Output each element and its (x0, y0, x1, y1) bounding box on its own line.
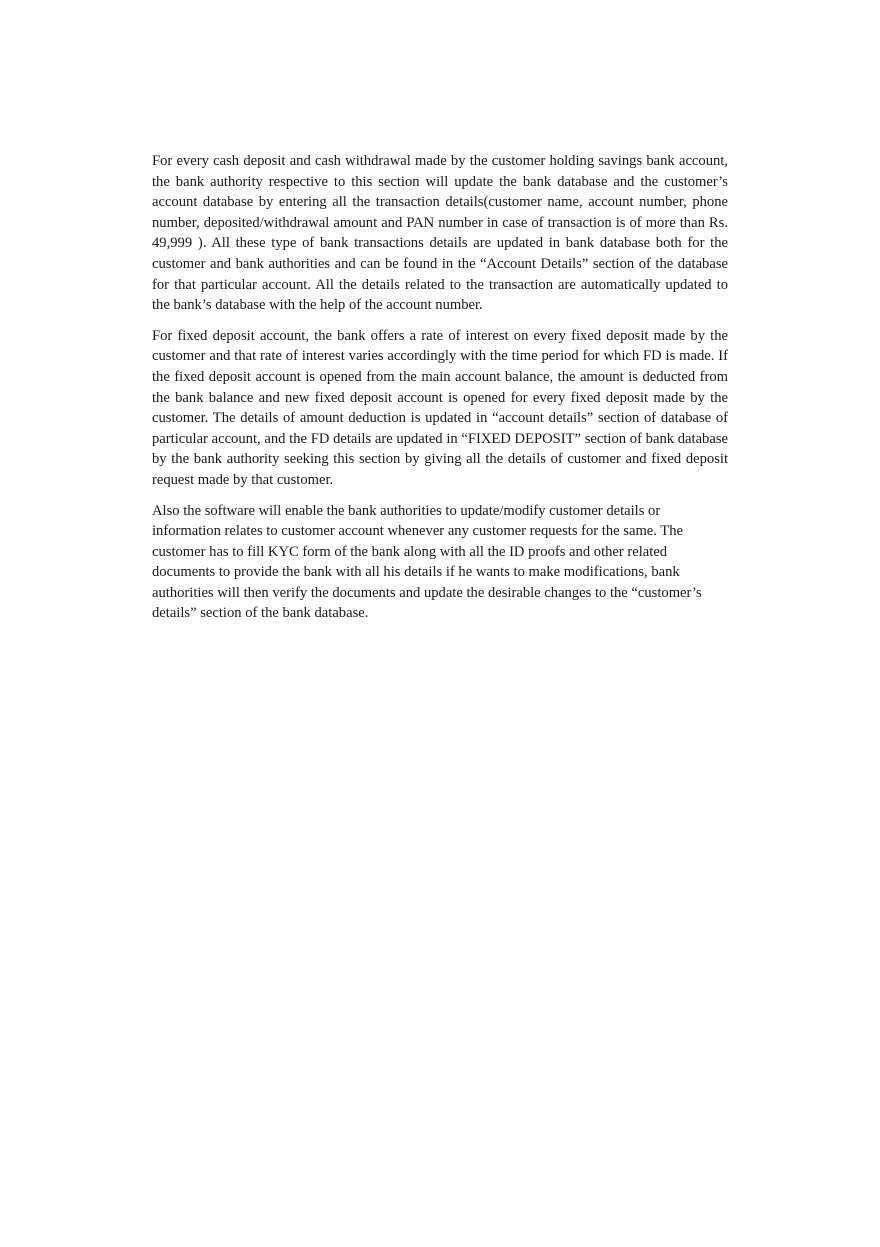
paragraph-customer-details-update: Also the software will enable the bank authorities to update/modify customer details or information relates to customer account whenever any customer requests for the same. The customer has to fill KYC form of the bank along with all the ID proofs and other related documents to provide the bank with all his details if he wants to make modifications, bank authorities will then verify the documents and update the desirable changes to the “customer’s details” section of the bank database. (152, 502, 702, 622)
paragraph-savings-transactions: For every cash deposit and cash withdrawal made by the customer holding savings bank account, the bank authority respective to this section will update the bank database and the customer’s account database by entering all the transaction details(customer name, account number, phone number, deposited/withdrawal amount and PAN number in case of transaction is of more than Rs. 49,999 ). All these type of bank transactions details are updated in bank database both for the customer and bank authorities and can be found in the “Account Details” section of the database for that particular account. All the details related to the transaction are automatically updated to the bank’s database with the help of the account number. (152, 153, 728, 314)
paragraph-fixed-deposit: For fixed deposit account, the bank offers a rate of interest on every fixed deposit made by the customer and that rate of interest varies accordingly with the time period for which FD is made. If the fixed deposit account is opened from the main account balance, the amount is deducted from the bank balance and new fixed deposit account is opened for every fixed deposit made by the customer. The details of amount deduction is updated in “account details” section of database of particular account, and the FD details are updated in “FIXED DEPOSIT” section of bank database by the bank authority seeking this section by giving all the details of customer and fixed deposit request made by that customer. (152, 327, 728, 488)
document-body (152, 151, 728, 634)
